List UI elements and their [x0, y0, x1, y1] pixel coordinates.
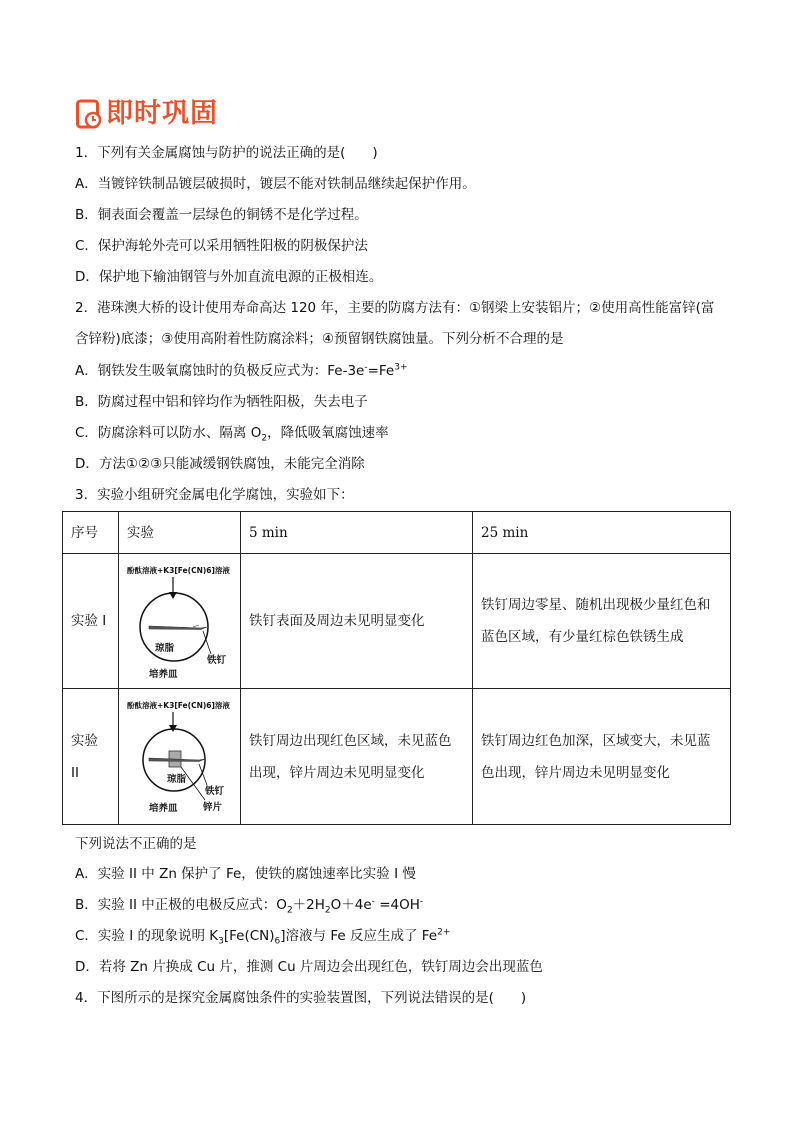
row-label: 实验 I	[63, 554, 119, 689]
table-cell: 铁钉表面及周边未见明显变化	[241, 554, 473, 689]
header-cell: 序号	[63, 512, 119, 554]
fig-reagent-label: 酚酞溶液+K3[Fe(CN)6]溶液	[127, 701, 230, 710]
q1-option-d: D．保护地下输油钢管与外加直流电源的正极相连。	[75, 269, 383, 285]
fig-agar-label: 琼脂	[167, 774, 187, 785]
q3-stem: 3．实验小组研究金属电化学腐蚀，实验如下：	[75, 487, 354, 503]
q2-option-c: C．防腐涂料可以防水、隔离 $O_2$，降低吸氧腐蚀速率	[75, 425, 389, 444]
q1-stem: 1．下列有关金属腐蚀与防护的说法正确的是( )	[75, 145, 378, 161]
header-cell: 5 min	[241, 512, 473, 554]
experiment-table	[62, 511, 731, 825]
q4-stem: 4．下图所示的是探究金属腐蚀条件的实验装置图，下列说法错误的是( )	[75, 990, 527, 1006]
q2-stem-line1: 2．港珠澳大桥的设计使用寿命高达 120 年，主要的防腐方法有：①钢梁上安装铝片；②使用高性能富锌(富	[75, 300, 715, 316]
table-cell: 铁钉周边零星、随机出现极少量红色和 蓝色区域，有少量红棕色铁锈生成	[473, 554, 731, 689]
row-label: 实验 II	[63, 689, 119, 825]
q2-option-d: D．方法①②③只能减缓钢铁腐蚀，未能完全消除	[75, 456, 365, 472]
q2-stem-line2: 含锌粉)底漆；③使用高附着性防腐涂料；④预留钢铁腐蚀量。下列分析不合理的是	[75, 331, 564, 347]
experiment-1-figure	[121, 559, 239, 684]
q3-option-a: A．实验 II 中 Zn 保护了 Fe，使铁的腐蚀速率比实验 I 慢	[75, 866, 416, 882]
fig-dish-label: 培养皿	[149, 668, 178, 680]
table-row	[63, 689, 731, 825]
q1-option-a: A．当镀锌铁制品镀层破损时，镀层不能对铁制品继续起保护作用。	[75, 176, 476, 192]
fig-zinc-label: 锌片	[203, 802, 223, 813]
fig-dish-label: 培养皿	[149, 803, 178, 814]
q3-option-b: B．实验 II 中正极的电极反应式：$O_2+2H_2O+4e^- =4OH^-$	[75, 896, 424, 916]
header-cell: 25 min	[473, 512, 731, 554]
section-title: 即时巩固	[106, 98, 218, 129]
experiment-2-figure	[121, 694, 239, 819]
q3-option-c: C．实验 I 的现象说明 $K_3[Fe(CN)_6]$溶液与 Fe 反应生成了 $Fe^{2+}$	[75, 927, 451, 947]
figure-cell	[119, 554, 241, 689]
q2-option-a: A．钢铁发生吸氧腐蚀时的负极反应式为：$Fe-3e^-=Fe^{3+}$	[75, 362, 408, 379]
fig-nail-label: 铁钉	[207, 654, 227, 666]
table-cell: 铁钉周边出现红色区域，未见蓝色 出现，锌片周边未见明显变化	[241, 689, 473, 825]
fig-reagent-label: 酚酞溶液+K3[Fe(CN)6]溶液	[127, 565, 230, 575]
q3-option-d: D．若将 Zn 片换成 Cu 片，推测 Cu 片周边会出现红色，铁钉周边会出现蓝色	[75, 959, 543, 975]
q1-option-b: B．铜表面会覆盖一层绿色的铜锈不是化学过程。	[75, 207, 368, 223]
table-row	[63, 554, 731, 689]
table-header-row	[63, 512, 731, 554]
fig-nail-label: 铁钉	[205, 786, 225, 797]
q3-prompt: 下列说法不正确的是	[75, 836, 197, 852]
clock-icon	[76, 99, 102, 129]
section-banner	[76, 96, 218, 132]
fig-agar-label: 琼脂	[155, 642, 175, 654]
table-cell: 铁钉周边红色加深，区域变大，未见蓝 色出现，锌片周边未见明显变化	[473, 689, 731, 825]
q2-option-b: B．防腐过程中铝和锌均作为牺牲阳极，失去电子	[75, 394, 368, 410]
header-cell: 实验	[119, 512, 241, 554]
figure-cell	[119, 689, 241, 825]
q1-option-c: C．保护海轮外壳可以采用牺牲阳极的阴极保护法	[75, 238, 368, 254]
